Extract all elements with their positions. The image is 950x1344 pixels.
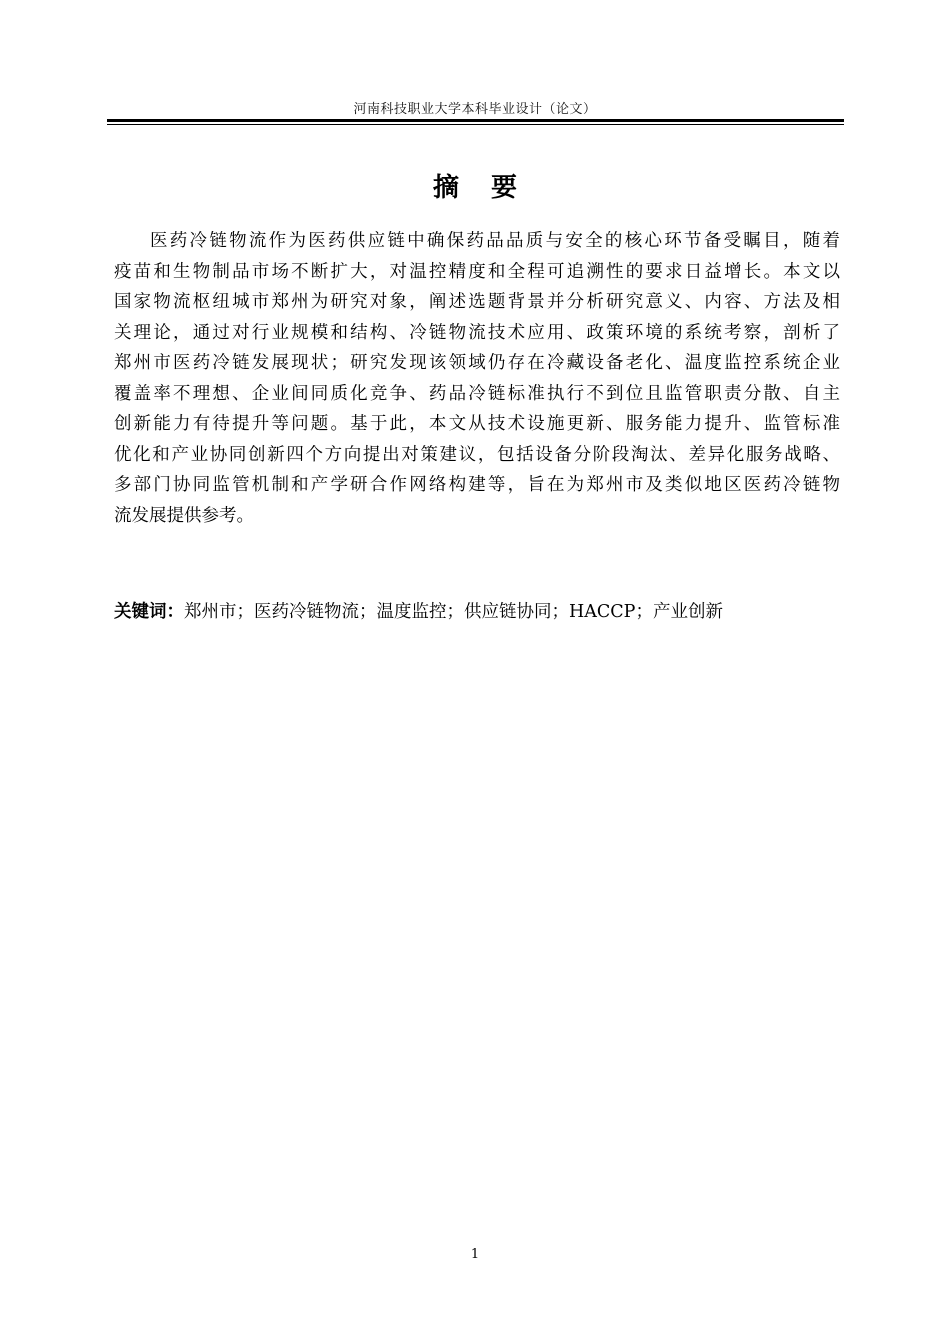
abstract-line: 创新能力有待提升等问题。基于此，本文从技术设施更新、服务能力提升、监管标准 [114, 414, 840, 434]
abstract-line: 优化和产业协同创新四个方向提出对策建议，包括设备分阶段淘汰、差异化服务战略、 [114, 444, 840, 465]
keywords-label: 关键词： [114, 602, 184, 622]
abstract-line: 郑州市医药冷链发展现状；研究发现该领域仍存在冷藏设备老化、温度监控系统企业 [114, 353, 840, 373]
header-rule-thick [107, 119, 844, 122]
abstract-line: 疫苗和生物制品市场不断扩大，对温控精度和全程可追溯性的要求日益增长。本文以 [114, 261, 840, 282]
page-title: 摘要 [432, 173, 549, 203]
header-rule-thin [107, 124, 844, 125]
page-number: 1 [470, 1247, 480, 1262]
keywords [114, 597, 840, 627]
abstract-line: 国家物流枢纽城市郑州为研究对象，阐述选题背景并分析研究意义、内容、方法及相 [114, 292, 840, 312]
abstract-body [114, 226, 840, 531]
abstract-line: 多部门协同监管机制和产学研合作网络构建等，旨在为郑州市及类似地区医药冷链物 [114, 475, 840, 495]
keywords-text: 郑州市；医药冷链物流；温度监控；供应链协同；HACCP；产业创新 [184, 602, 723, 622]
abstract-line: 关理论，通过对行业规模和结构、冷链物流技术应用、政策环境的系统考察，剖析了 [114, 322, 840, 343]
running-header: 河南科技职业大学本科毕业设计（论文） [353, 102, 597, 117]
abstract-line: 流发展提供参考。 [114, 505, 254, 526]
abstract-line: 覆盖率不理想、企业间同质化竞争、药品冷链标准执行不到位且监管职责分散、自主 [114, 383, 840, 404]
abstract-line: 医药冷链物流作为医药供应链中确保药品品质与安全的核心环节备受瞩目，随着 [150, 231, 840, 251]
